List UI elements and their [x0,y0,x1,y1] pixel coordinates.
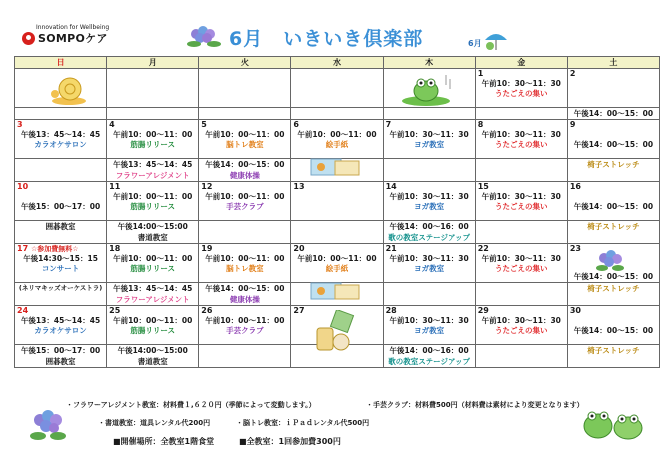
event-title: うたごえの集い [495,202,548,211]
day-number: 24 [17,306,29,315]
cell-w3-tue [199,182,291,221]
note-participation-fee: ■全教室：1回参加費300円 [239,437,341,446]
day-number: 22 [477,244,489,253]
snail-icon [49,72,89,106]
event-title: 書道教室 [137,357,168,366]
sompo-logo [22,24,110,46]
event-time: 午前10：30～11：30 [389,130,469,139]
day-number: 5 [201,120,207,129]
day-number: 2 [569,69,576,78]
calendar-body [15,69,660,368]
cell-w3-mon [107,182,199,221]
note-calligraphy-fee: ・書道教室：道具レンタル代200円 [98,419,211,427]
letter-writing-icon [309,157,363,177]
event-time: 午前10：00～11：00 [113,192,193,201]
week-4-top [15,244,660,283]
calendar-table [14,56,660,368]
event-title: うたごえの集い [495,89,548,98]
day-number: 14 [385,182,397,191]
event-time: 午前10：00～11：00 [297,130,377,139]
cell-w1-tue-sub [199,108,291,120]
event-title: うたごえの集い [495,264,548,273]
day-number-text: 17 [17,244,29,253]
hydrangea-bouquet-icon [28,408,70,446]
event-title: カラオケサロン [34,140,87,149]
cell-w3-sun [15,182,107,221]
event-time: 午後14：00～15：00 [573,109,654,118]
weekday-tue: 火 [199,57,291,69]
event-time: 午後13：45～14：45 [113,284,193,293]
title-club: いきいき倶楽部 [283,28,424,50]
cell-w2-fri [475,120,567,159]
cell-w1-wed-sub [291,108,383,120]
cell-w2-wed [291,120,383,159]
cell-w1-thu [383,69,475,108]
cell-w3-sat [567,182,659,221]
event-title: 筋腸リリース [130,140,176,149]
day-number: 16 [569,182,581,191]
day-number: 23 [569,244,581,253]
cell-w4-fri-sub [475,283,567,306]
event-title: フラワーアレジメント [115,171,190,180]
cell-w4-sat [567,244,659,283]
cell-w1-mon [107,69,199,108]
event-time: 午後14：00～15：00 [573,272,654,281]
event-time: 午後14:00～15:00 [117,346,188,355]
cell-w3-sat-sub [567,221,659,244]
cell-w1-wed [291,69,383,108]
event-time: 午前10：30～11：30 [481,316,561,325]
cell-w5-wed [291,306,383,345]
week-1-bottom [15,108,660,120]
cell-w5-wed-sub [291,345,383,368]
cell-w1-fri [475,69,567,108]
event-title: うたごえの集い [495,326,548,335]
event-time: 午後15：00～17：00 [20,346,101,355]
event-title: フラワーアレジメント [115,295,190,304]
cell-w3-sun-sub [15,221,107,244]
day-number: 21 [385,244,397,253]
cell-w5-tue [199,306,291,345]
event-time: 午前10：30～11：30 [481,192,561,201]
week-1-top [15,69,660,108]
event-title: 健康体操 [229,171,260,180]
cell-w2-sun-sub [15,159,107,182]
event-time: 午前10：00～11：00 [297,254,377,263]
event-time: 午後13：45～14：45 [20,316,101,325]
cell-w1-sun [15,69,107,108]
cell-w4-sun [15,244,107,283]
cell-w3-tue-sub [199,221,291,244]
cell-w1-sun-sub [15,108,107,120]
event-title: 書道教室 [137,233,168,242]
event-title: 椅子ストレッチ [587,222,640,231]
cell-w2-wed-sub [291,159,383,182]
week-2-top [15,120,660,159]
event-title: 手芸クラブ [226,202,264,211]
cell-w3-thu-sub [383,221,475,244]
event-time: 午前10：30～11：30 [481,79,561,88]
cell-w5-sat [567,306,659,345]
event-time: 午後15：00～17：00 [20,202,101,211]
cell-w3-mon-sub [107,221,199,244]
cell-w5-sun [15,306,107,345]
event-title: (ネリマキッズオーケストラ) [18,284,103,292]
cell-w4-mon-sub [107,283,199,306]
cell-w4-sat-sub [567,283,659,306]
event-time: 午後14:30～15：15 [23,254,98,263]
event-time: 午後13：45～14：45 [20,130,101,139]
event-title: 絵手紙 [325,264,349,273]
day-number: 30 [569,306,581,315]
cell-w5-mon [107,306,199,345]
note-flower-fee: ・フラワーアレジメント教室：材料費１,６２０円（季節によって変動します。） [66,401,316,409]
cell-w1-fri-sub [475,108,567,120]
event-title: 健康体操 [229,295,260,304]
frog-on-lilypad-icon [398,71,454,107]
day-number: 7 [385,120,392,129]
cell-w2-thu [383,120,475,159]
cell-w2-sat-sub [567,159,659,182]
event-title: 椅子ストレッチ [587,284,640,293]
event-title: カラオケサロン [34,326,87,335]
event-title: ヨガ教室 [414,202,445,211]
cell-w3-fri [475,182,567,221]
event-title: ヨガ教室 [414,140,445,149]
event-time: 午前10：00～11：00 [113,254,193,263]
day-number: 8 [477,120,484,129]
day-number: 26 [201,306,213,315]
event-title: 歌の教室ステージアップ [388,357,470,366]
weekday-header [15,57,660,69]
logo-name: SOMPOケア [38,32,108,45]
event-time: 午後14：00～15：00 [573,326,654,335]
event-title: 脳トレ教室 [226,264,264,273]
day-number: 12 [201,182,213,191]
cell-w4-wed-sub [291,283,383,306]
event-title: 筋腸リリース [130,202,176,211]
event-time: 午前10：00～11：00 [113,316,193,325]
frog-umbrella-icon [482,30,510,52]
day-number: 25 [109,306,121,315]
cell-w5-fri-sub [475,345,567,368]
note-venue: ■開催場所：全教室1階食堂 [113,437,215,446]
cell-w4-thu-sub [383,283,475,306]
event-time: 午前10：00～11：00 [205,130,285,139]
cell-w3-thu [383,182,475,221]
hydrangea-icon [594,248,626,272]
day-number: 13 [293,182,305,191]
cell-w5-fri [475,306,567,345]
cell-w2-sat [567,120,659,159]
note-craft-fee: ・手芸クラブ：材料費500円（材料費は素材により変更となります） [366,401,584,409]
cell-w2-mon-sub [107,159,199,182]
event-time: 午後14：00～15：00 [205,160,285,169]
free-note: ☆参加費無料☆ [30,245,79,253]
event-time: 午前10：30～11：30 [389,192,469,201]
header [0,0,672,54]
weekday-wed: 水 [291,57,383,69]
weekday-sat: 土 [567,57,659,69]
cell-w1-sat-sub [567,108,659,120]
day-number: 1 [477,69,484,78]
event-time: 午前10：30～11：30 [389,316,469,325]
title-month: 6月 [229,28,264,50]
cell-w3-fri-sub [475,221,567,244]
cell-w5-tue-sub [199,345,291,368]
note-brain-training-fee: ・脳トレ教室：ｉＰａｄレンタル代500円 [236,419,370,427]
week-5-bottom [15,345,660,368]
event-time: 午前10：00～11：00 [113,130,193,139]
frogs-icon [580,402,650,442]
letter-writing-icon [309,281,363,301]
day-number: 9 [569,120,576,129]
week-3-top [15,182,660,221]
page-title [229,24,423,51]
event-title: 手芸クラブ [226,326,264,335]
event-time: 午前10：00～11：00 [205,192,285,201]
event-time: 午後14:00～15:00 [117,222,188,231]
weekday-fri: 金 [475,57,567,69]
cell-w4-mon [107,244,199,283]
event-title: ヨガ教室 [414,264,445,273]
event-time: 午前10：30～11：30 [481,254,561,263]
cell-w1-thu-sub [383,108,475,120]
june-badge-text: 6月 [468,39,482,48]
event-title: 囲碁教室 [45,222,76,231]
cell-w2-mon [107,120,199,159]
event-title: 筋腸リリース [130,264,176,273]
cell-w1-tue [199,69,291,108]
event-time: 午前10：00～11：00 [205,316,285,325]
cell-w2-tue [199,120,291,159]
cell-w4-wed [291,244,383,283]
week-5-top [15,306,660,345]
event-time: 午後14：00～15：00 [573,202,654,211]
cell-w4-sun-sub [15,283,107,306]
event-time: 午後13：45～14：45 [113,160,193,169]
weekday-sun: 日 [15,57,107,69]
cell-w1-sat [567,69,659,108]
cell-w3-wed [291,182,383,221]
event-title: 筋腸リリース [130,326,176,335]
event-time: 午後14：00～16：00 [389,222,469,231]
day-number: 28 [385,306,397,315]
footer-notes [0,394,672,475]
week-4-bottom [15,283,660,306]
day-number: 15 [477,182,489,191]
week-3-bottom [15,221,660,244]
week-2-bottom [15,159,660,182]
event-time: 午前10：30～11：30 [481,130,561,139]
sompo-logo-mark [22,32,35,45]
event-title: 椅子ストレッチ [587,160,640,169]
hydrangea-left-icon [186,24,222,50]
day-number: 10 [17,182,29,191]
cell-w5-thu [383,306,475,345]
event-time: 午後14：00～15：00 [573,140,654,149]
weekday-thu: 木 [383,57,475,69]
event-title: 囲碁教室 [45,357,76,366]
event-title: 絵手紙 [325,140,349,149]
cell-w2-sun [15,120,107,159]
cell-w3-wed-sub [291,221,383,244]
cell-w5-thu-sub [383,345,475,368]
cell-w5-sun-sub [15,345,107,368]
event-title: 脳トレ教室 [226,140,264,149]
cell-w2-fri-sub [475,159,567,182]
event-time: 午前10：00～11：00 [205,254,285,263]
day-number: 27 [293,306,305,315]
event-title: 歌の教室ステージアップ [388,233,470,242]
cell-w1-mon-sub [107,108,199,120]
cell-w4-tue-sub [199,283,291,306]
day-number: 20 [293,244,305,253]
cell-w2-tue-sub [199,159,291,182]
event-title: 椅子ストレッチ [587,346,640,355]
cell-w5-sat-sub [567,345,659,368]
event-time: 午後14：00～16：00 [389,346,469,355]
cell-w2-thu-sub [383,159,475,182]
day-number: 11 [109,182,121,191]
logo-tagline: Innovation for Wellbeing [36,24,110,31]
cell-w4-tue [199,244,291,283]
day-number [17,244,104,254]
event-title: ヨガ教室 [414,326,445,335]
day-number: 19 [201,244,213,253]
event-time: 午後14：00～15：00 [205,284,285,293]
weekday-mon: 月 [107,57,199,69]
day-number: 18 [109,244,121,253]
event-title: うたごえの集い [495,140,548,149]
cell-w4-fri [475,244,567,283]
event-time: 午前10：30～11：30 [389,254,469,263]
event-title: コンサート [41,264,80,273]
day-number: 3 [17,120,23,129]
day-number: 6 [293,120,299,129]
cell-w4-thu [383,244,475,283]
day-number: 4 [109,120,115,129]
day-number: 29 [477,306,489,315]
cell-w5-mon-sub [107,345,199,368]
